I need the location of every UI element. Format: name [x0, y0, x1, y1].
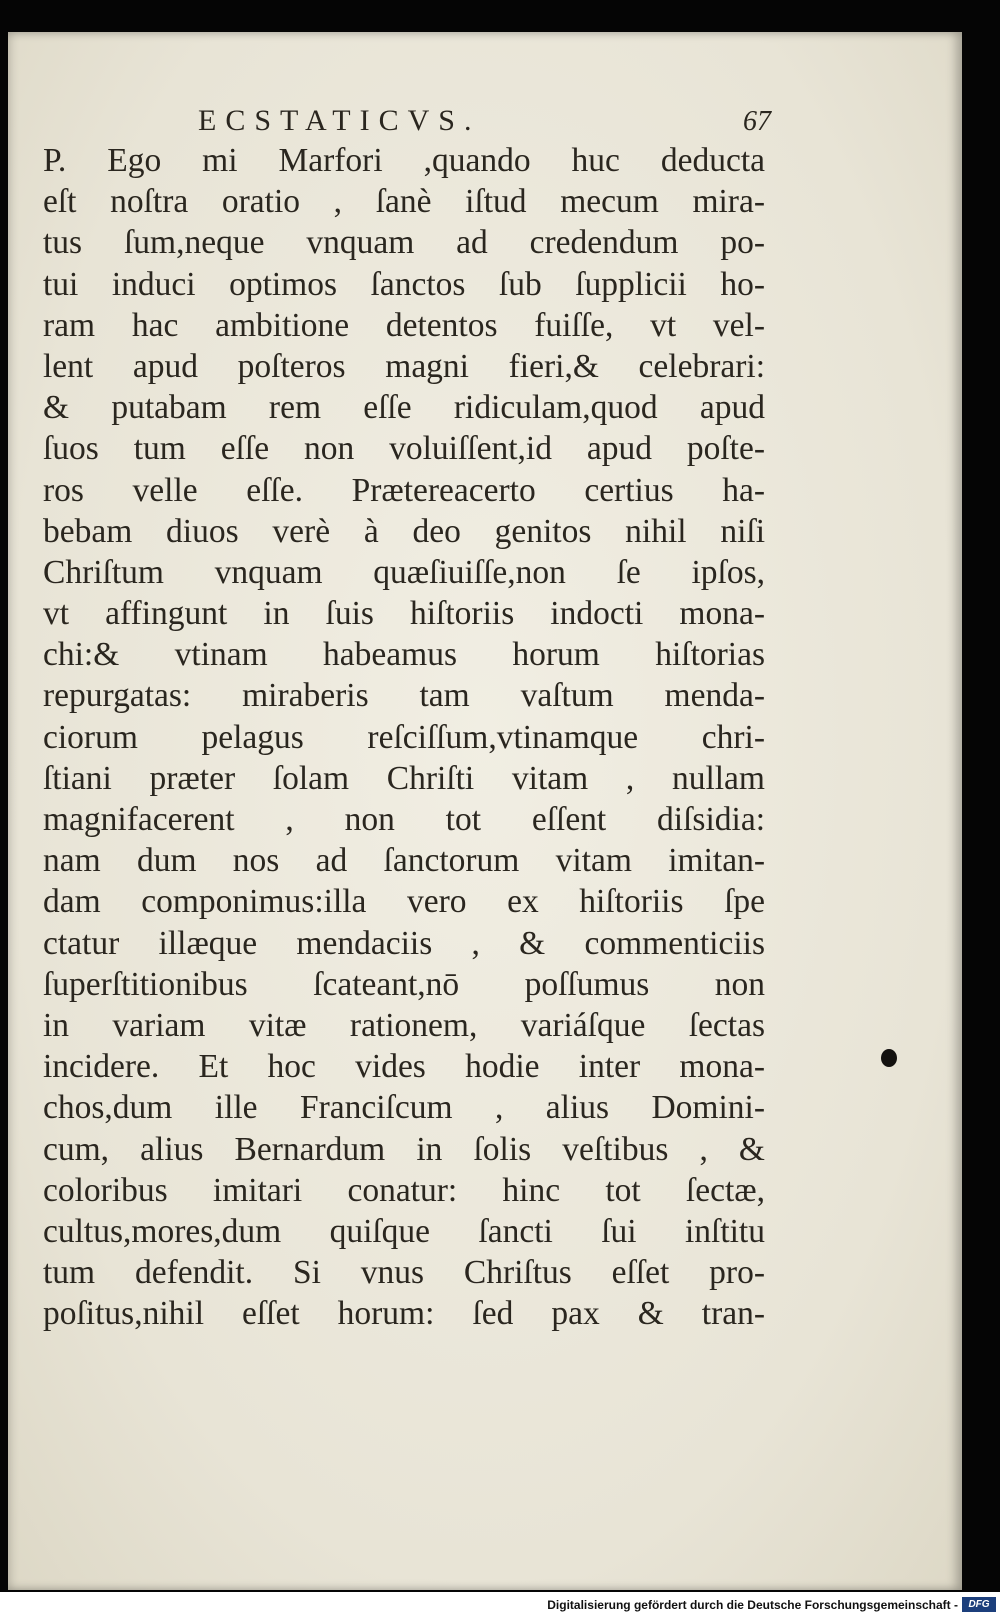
- text-line: & putabam rem eſſe ridiculam,quod apud: [43, 389, 765, 427]
- ink-blot: [881, 1049, 897, 1067]
- text-line: lent apud poſteros magni fieri,& celebrari:: [43, 347, 765, 385]
- text-line: in variam vitæ rationem, variáſque ſectas: [43, 1006, 765, 1044]
- text-line: ſtiani præter ſolam Chriſti vitam , nullam: [43, 759, 765, 797]
- page-number: 67: [743, 106, 771, 137]
- text-line: ſuos tum eſſe non voluiſſent,id apud poſte-: [43, 430, 765, 468]
- text-line: ctatur illæque mendaciis , & commenticiis: [43, 924, 765, 962]
- text-line: Chriſtum vnquam quæſiuiſſe,non ſe ipſos,: [43, 553, 765, 591]
- text-line: cultus,mores,dum quiſque ſancti ſui inſtitu: [43, 1212, 765, 1250]
- book-page: [8, 32, 962, 1590]
- footer-bar: [0, 1592, 1000, 1622]
- text-line: poſitus,nihil eſſet horum: ſed pax & tran-: [43, 1295, 765, 1333]
- text-line: chos,dum ille Franciſcum , alius Domini-: [43, 1089, 765, 1127]
- text-line: ros velle eſſe. Prætereacerto certius ha-: [43, 471, 765, 509]
- body-text: [43, 140, 765, 1334]
- text-line: cum, alius Bernardum in ſolis veſtibus , &: [43, 1130, 765, 1168]
- text-line: magnifacerent , non tot eſſent diſsidia:: [43, 801, 765, 838]
- text-line: tui induci optimos ſanctos ſub ſupplicii ho-: [43, 265, 765, 303]
- text-line: vt affingunt in ſuis hiſtoriis indocti mona-: [43, 595, 765, 633]
- text-line: P. Ego mi Marfori ,quando huc deducta: [43, 142, 765, 179]
- text-line: eſt noſtra oratio , ſanè iſtud mecum mira-: [43, 183, 765, 221]
- dfg-logo: DFG: [962, 1597, 996, 1612]
- text-line: ſuperſtitionibus ſcateant,nō poſſumus non: [43, 965, 765, 1003]
- funding-credit: Digitalisierung gefördert durch die Deutsche Forschungsgemeinschaft -: [547, 1598, 958, 1612]
- text-line: nam dum nos ad ſanctorum vitam imitan-: [43, 842, 765, 880]
- text-line: coloribus imitari conatur: hinc tot ſectæ,: [43, 1171, 765, 1209]
- text-line: tus ſum,neque vnquam ad credendum po-: [43, 224, 765, 262]
- running-title: ECSTATICVS.: [198, 104, 481, 137]
- text-line: incidere. Et hoc vides hodie inter mona-: [43, 1048, 765, 1086]
- text-line: ram hac ambitione detentos fuiſſe, vt vel-: [43, 306, 765, 344]
- text-line: tum defendit. Si vnus Chriſtus eſſet pro-: [43, 1254, 765, 1292]
- text-line: dam componimus:illa vero ex hiſtoriis ſpe: [43, 883, 765, 921]
- text-line: chi:& vtinam habeamus horum hiſtorias: [43, 636, 765, 674]
- text-line: ciorum pelagus reſciſſum,vtinamque chri-: [43, 718, 765, 756]
- text-line: repurgatas: miraberis tam vaſtum menda-: [43, 677, 765, 715]
- text-line: bebam diuos verè à deo genitos nihil niſi: [43, 512, 765, 550]
